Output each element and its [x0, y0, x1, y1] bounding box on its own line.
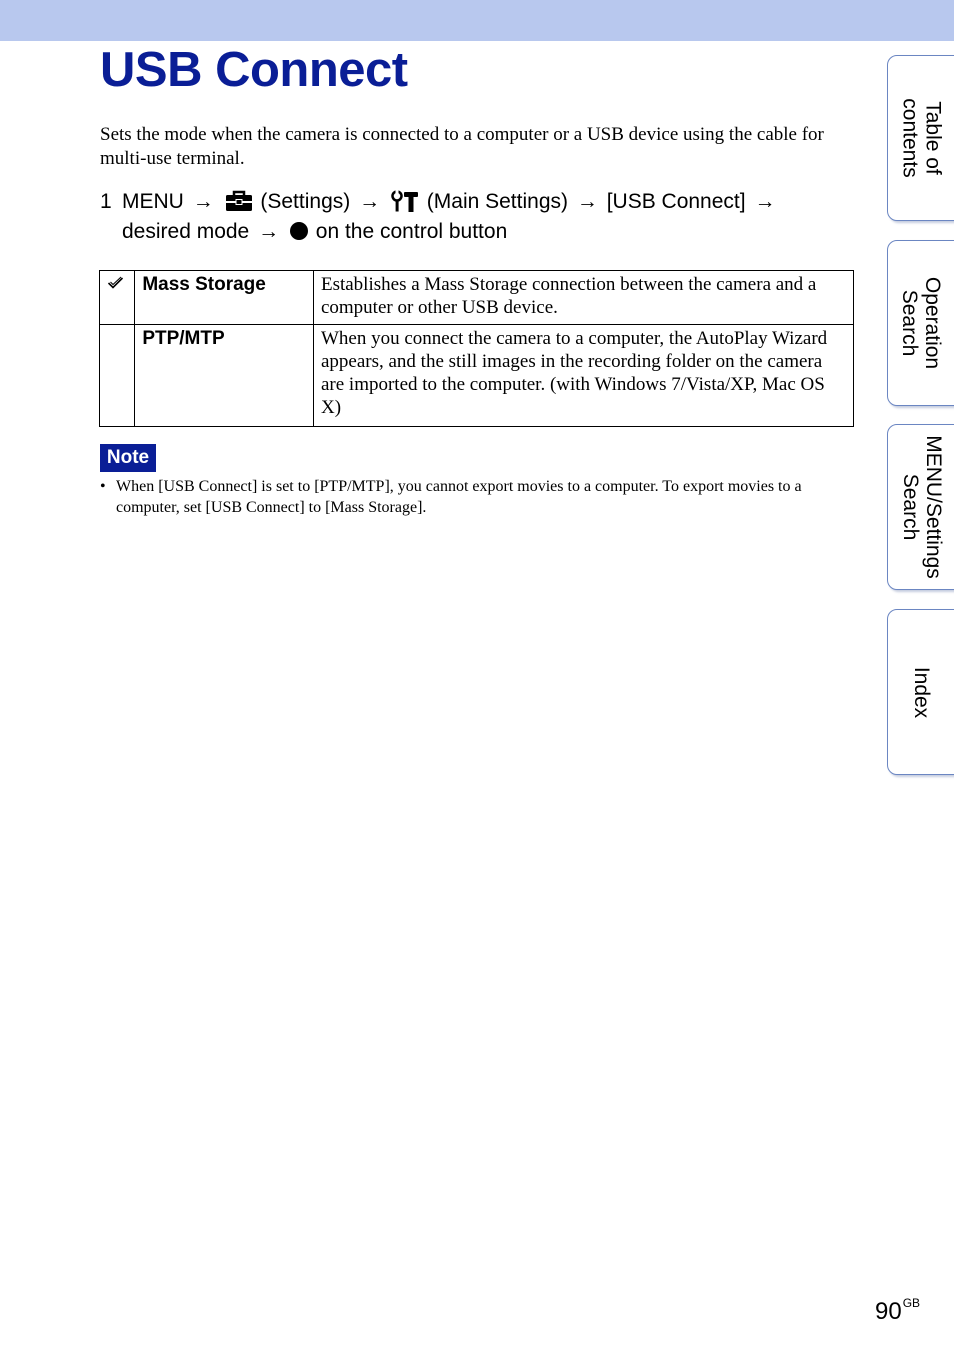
options-table — [99, 270, 854, 427]
tab-label: Table of contents — [898, 98, 945, 178]
tab-label: Index — [910, 666, 933, 718]
table-row — [100, 325, 854, 427]
default-marker-cell — [100, 271, 135, 325]
intro-text: Sets the mode when the camera is connected to a computer or a USB device using the cable for multi-use terminal. — [100, 124, 824, 169]
option-description: When you connect the camera to a computer, the AutoPlay Wizard appears, and the still images in the recording folder on the camera are imported to the computer. (with Windows 7/Vista/XP, Mac OS X) — [313, 325, 853, 427]
arrow-icon: → — [754, 190, 776, 213]
desired-mode-label: desired mode — [122, 220, 250, 243]
page-suffix: GB — [902, 1296, 921, 1310]
arrow-icon: → — [576, 190, 598, 213]
tab-operation-search[interactable] — [887, 240, 954, 406]
menu-label: MENU — [122, 190, 184, 213]
control-button-label: on the control button — [315, 220, 508, 243]
list-item — [100, 476, 852, 518]
toolbox-icon — [225, 190, 253, 212]
wrench-screwdriver-icon — [391, 190, 419, 212]
usb-connect-label: [USB Connect] — [606, 190, 746, 213]
tab-index[interactable] — [887, 609, 954, 775]
note-label: Note — [100, 444, 156, 472]
arrow-icon: → — [359, 190, 381, 213]
bullet-icon: • — [100, 478, 106, 495]
option-name: PTP/MTP — [135, 325, 314, 427]
tab-table-of-contents[interactable] — [887, 55, 954, 221]
settings-label: (Settings) — [260, 190, 351, 213]
note-text: When [USB Connect] is set to [PTP/MTP], you cannot export movies to a computer. To export movies to a computer, set [USB Connect] to [Mass Storage]. — [116, 478, 802, 516]
checkmark-icon — [107, 276, 124, 290]
default-marker-cell — [100, 325, 135, 427]
arrow-icon: → — [258, 220, 280, 243]
page-number-value: 90 — [875, 1298, 902, 1325]
filled-circle-icon — [290, 222, 308, 240]
option-name: Mass Storage — [135, 271, 314, 325]
main-settings-label: (Main Settings) — [426, 190, 568, 213]
step-number: 1 — [100, 190, 112, 213]
table-row — [100, 271, 854, 325]
tab-label: Operation Search — [898, 276, 945, 370]
procedure-step — [100, 187, 852, 247]
arrow-icon: → — [192, 190, 214, 213]
note-list — [100, 476, 852, 518]
header-band — [0, 0, 954, 41]
tab-menu-settings-search[interactable] — [887, 424, 954, 590]
option-description: Establishes a Mass Storage connection between the camera and a computer or other USB device. — [313, 271, 853, 325]
tab-label: MENU/Settings Search — [898, 435, 945, 579]
page-title: USB Connect — [100, 43, 408, 97]
page-number — [875, 1288, 920, 1327]
